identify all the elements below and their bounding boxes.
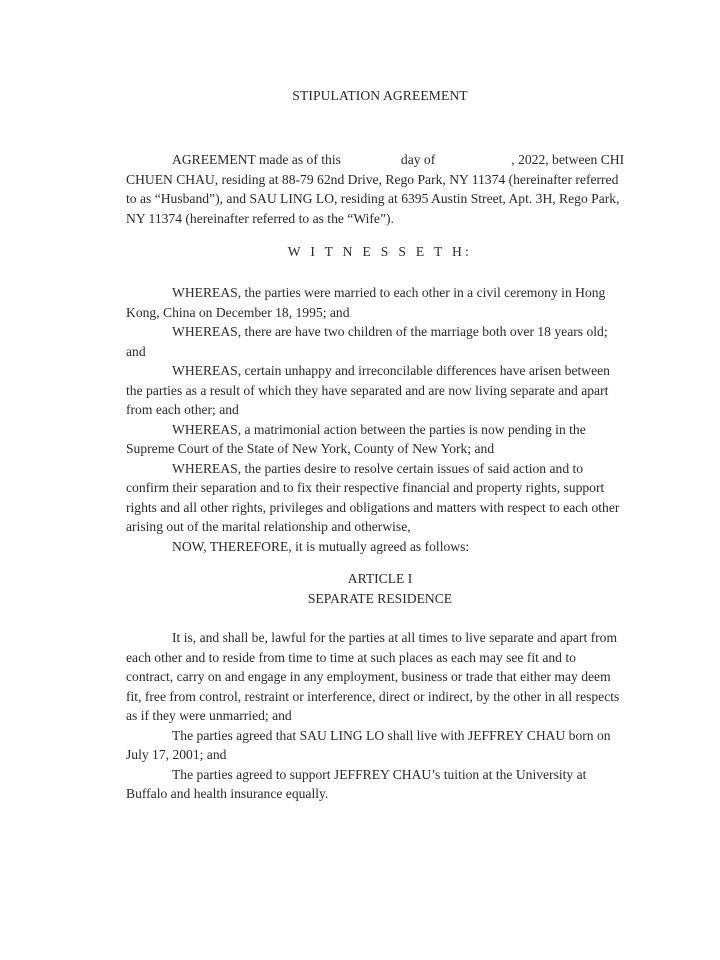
now-therefore-paragraph: NOW, THEREFORE, it is mutually agreed as follows:: [172, 538, 470, 554]
article-paragraph: The parties agreed that SAU LING LO shall live with JEFFREY CHAU born on July 17, 2001; and: [126, 727, 611, 762]
recital-paragraph: WHEREAS, the parties were married to each other in a civil ceremony in Hong Kong, China on December 18, 1995; and: [126, 285, 606, 320]
intro-text-2: day of: [400, 152, 436, 167]
article-paragraph: The parties agreed to support JEFFREY CHAU’s tuition at the University at Buffalo and health insurance equally.: [126, 766, 587, 801]
intro-text-1: AGREEMENT made as of this: [172, 152, 341, 167]
recitals-section: [126, 283, 626, 556]
article-number: ARTICLE I: [347, 571, 413, 586]
article-paragraph: It is, and shall be, lawful for the parties at all times to live separate and apart from each other and to reside from time to time at such places as each may see fit and to contract, carry on and engage in any employment, business or trade that either may deem fit, free from control, restraint or interference, direct or indirect, by the other in all respects as if they were unmarried; and: [126, 630, 620, 723]
recital-paragraph: WHEREAS, the parties desire to resolve certain issues of said action and to confirm their separation and to fix their respective financial and property rights, support rights and all other rights, privileges and obligations and matters with respect to each other arising out of the marital relationship and otherwise,: [126, 460, 620, 534]
witnesseth-heading: W I T N E S S E T H:: [287, 244, 473, 259]
recital-paragraph: WHEREAS, certain unhappy and irreconcilable differences have arisen between the parties as a result of which they have separated and are now living separate and apart from each other; and: [126, 363, 610, 417]
recital-paragraph: WHEREAS, a matrimonial action between the parties is now pending in the Supreme Court of the State of New York, County of New York; and: [126, 421, 586, 456]
article-title: SEPARATE RESIDENCE: [307, 591, 453, 606]
intro-text-3: , 2022, between CHI CHUEN CHAU, residing at 88-79 62nd Drive, Rego Park, NY 11374 (hereinafter referred to as “Husband”), and SAU LING LO, residing at 6395 Austin Street, Apt. 3H, Rego Park, NY 11374 (hereinafter referred to as the “Wife”).: [126, 152, 625, 226]
document-title: STIPULATION AGREEMENT: [292, 88, 468, 103]
recital-paragraph: WHEREAS, there are have two children of the marriage both over 18 years old; and: [126, 324, 608, 359]
article-body: [126, 628, 626, 804]
intro-paragraph: [126, 150, 626, 228]
